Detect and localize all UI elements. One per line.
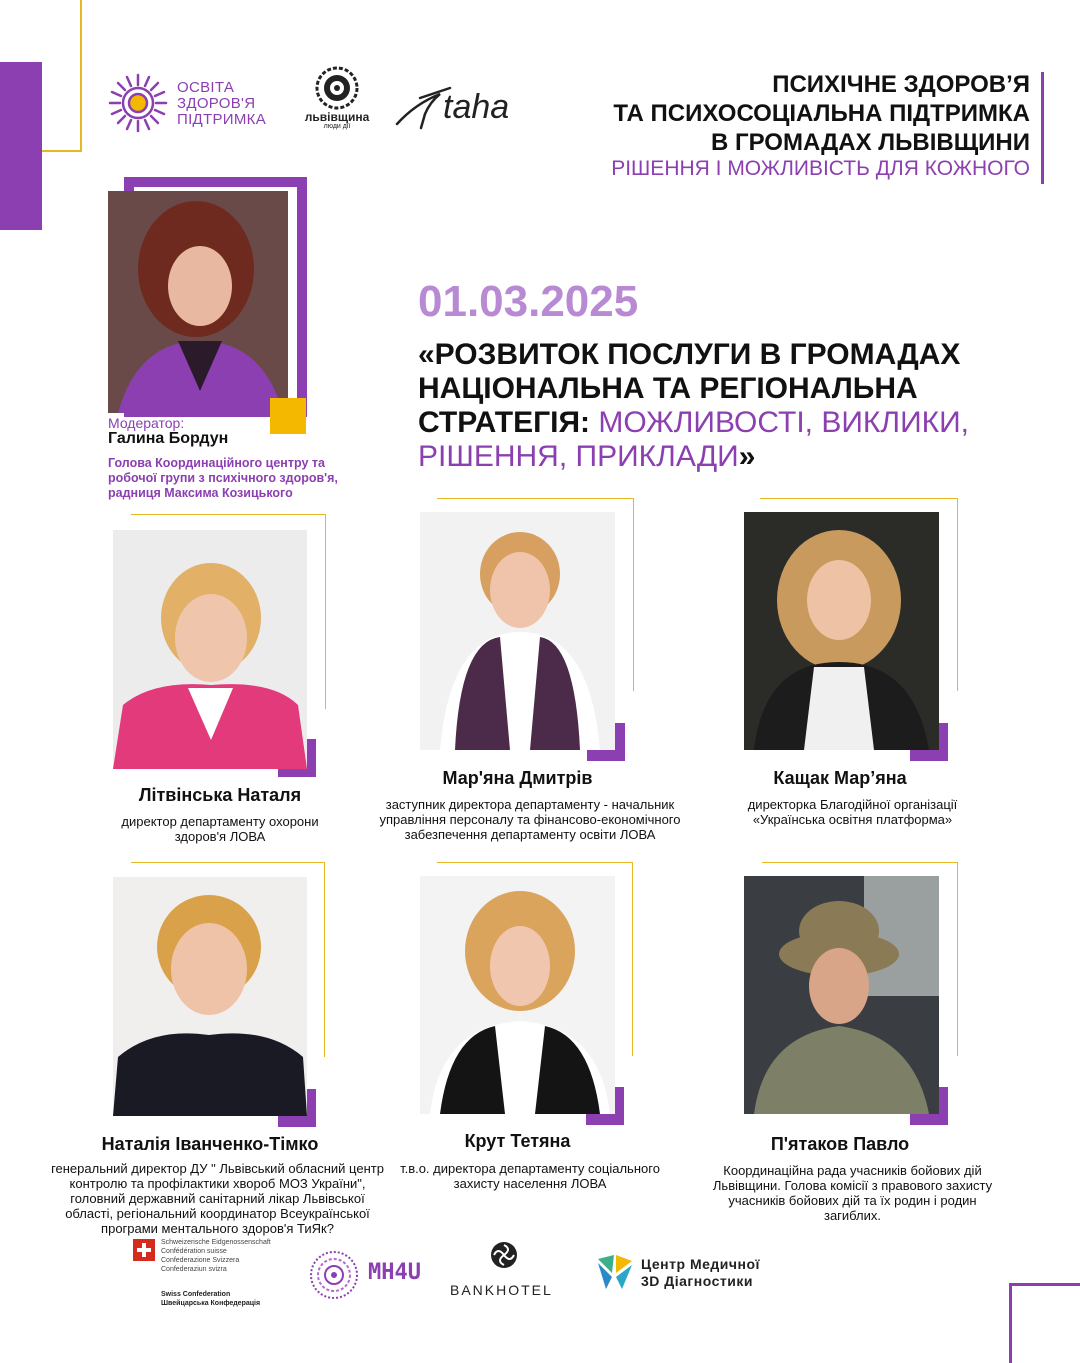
- lvivshchyna-logo-text: львівщина: [304, 110, 370, 124]
- mh4u-logo-icon: [308, 1249, 360, 1301]
- speaker-description: генеральний директор ДУ " Львівський обласний центр контролю та профілактики хвороб МОЗ України", головний державний санітарний лікар Львівської області, регіональний координатор Всеукраїнської програми ментального здоров'я ТиЯк?: [51, 1161, 384, 1236]
- speaker-description: т.в.о. директора департаменту соціального захисту населення ЛОВА: [400, 1161, 660, 1191]
- header-subtitle: РІШЕННЯ І МОЖЛИВІСТЬ ДЛЯ КОЖНОГО: [611, 157, 1030, 180]
- speaker-description: директор департаменту охорони здоров'я ЛОВА: [121, 814, 319, 844]
- speaker-name: Літвінська Наталя: [138, 785, 302, 805]
- moderator-name: Галина Бордун: [108, 430, 229, 447]
- osvita-sun-logo-icon: [108, 73, 168, 133]
- moderator-photo: [108, 191, 288, 413]
- speaker-name: П'ятаков Павло: [770, 1134, 910, 1154]
- speaker-name: Мар'яна Дмитрів: [442, 768, 593, 788]
- swiss-flag-icon: [133, 1239, 155, 1261]
- speaker-photo: [113, 530, 307, 769]
- speaker-photo: [420, 512, 615, 750]
- header-title-line-3: В ГРОМАДАХ ЛЬВІВЩИНИ: [711, 129, 1030, 156]
- speaker-description: заступник директора департаменту - начальник управління персоналу та фінансово-економічного забезпечення департаменту освіти ЛОВА: [379, 797, 681, 842]
- event-topic: [418, 338, 1018, 474]
- moderator-description: Голова Координаційного центру та робочої групи з психічного здоров'я, радниця Максима Козицького: [108, 456, 338, 500]
- osvita-logo-text: ОСВІТА ЗДОРОВ'Я ПІДТРИМКА: [177, 79, 266, 128]
- lvivshchyna-emblem-icon: [315, 66, 359, 110]
- bankhotel-logo-text: BANKHOTEL: [450, 1282, 553, 1298]
- event-topic-end: »: [738, 440, 756, 473]
- moderator-role: Модератор:: [108, 415, 185, 431]
- medical-center-logo-text: Центр Медичної 3D Діагностики: [641, 1256, 760, 1289]
- speaker-photo: [113, 877, 307, 1116]
- speaker-name: Наталія Іванченко-Тімко: [101, 1134, 319, 1154]
- decor-corner: [1009, 1283, 1080, 1363]
- lvivshchyna-logo-subtext: люди дії: [323, 123, 351, 130]
- moderator-accent: [270, 398, 306, 434]
- event-topic-purple: МОЖЛИВОСТІ, ВИКЛИКИ, РІШЕННЯ, ПРИКЛАДИ: [418, 406, 970, 473]
- speaker-photo: [420, 876, 615, 1114]
- speaker-description: директорка Благодійної організації «Українська освітня платформа»: [747, 797, 958, 827]
- header-divider: [1041, 72, 1044, 184]
- header-title-line-2: ТА ПСИХОСОЦІАЛЬНА ПІДТРИМКА: [613, 100, 1030, 127]
- medical-center-logo-icon: [596, 1253, 634, 1291]
- bankhotel-logo-icon: [490, 1241, 518, 1269]
- taha-logo-text: taha: [443, 88, 510, 126]
- speaker-description: Координаційна рада учасників бойових дій Львівщини. Голова комісії з правового захисту учасників бойових дій та їх родин і родин загиблих.: [712, 1163, 993, 1223]
- mh4u-logo-text: MH4U: [368, 1260, 421, 1285]
- speaker-photo: [744, 876, 939, 1114]
- event-topic-bold: «РОЗВИТОК ПОСЛУГИ В ГРОМАДАХ НАЦІОНАЛЬНА ТА РЕГІОНАЛЬНА СТРАТЕГІЯ:: [418, 338, 961, 439]
- decor-purple-bar: [0, 62, 42, 230]
- swiss-confederation-text: Schweizerische Eidgenossenschaft Confédération suisse Confederazione Svizzera Confederaziun svizra: [161, 1239, 271, 1273]
- event-date: 01.03.2025: [418, 277, 639, 326]
- speaker-name: Крут Тетяна: [464, 1131, 571, 1151]
- speaker-name: Кащак Мар’яна: [773, 768, 907, 788]
- header-title-line-1: ПСИХІЧНЕ ЗДОРОВ’Я: [772, 71, 1030, 98]
- swiss-confederation-text-2: Swiss Confederation Швейцарська Конфедерація: [161, 1291, 261, 1307]
- speaker-photo: [744, 512, 939, 750]
